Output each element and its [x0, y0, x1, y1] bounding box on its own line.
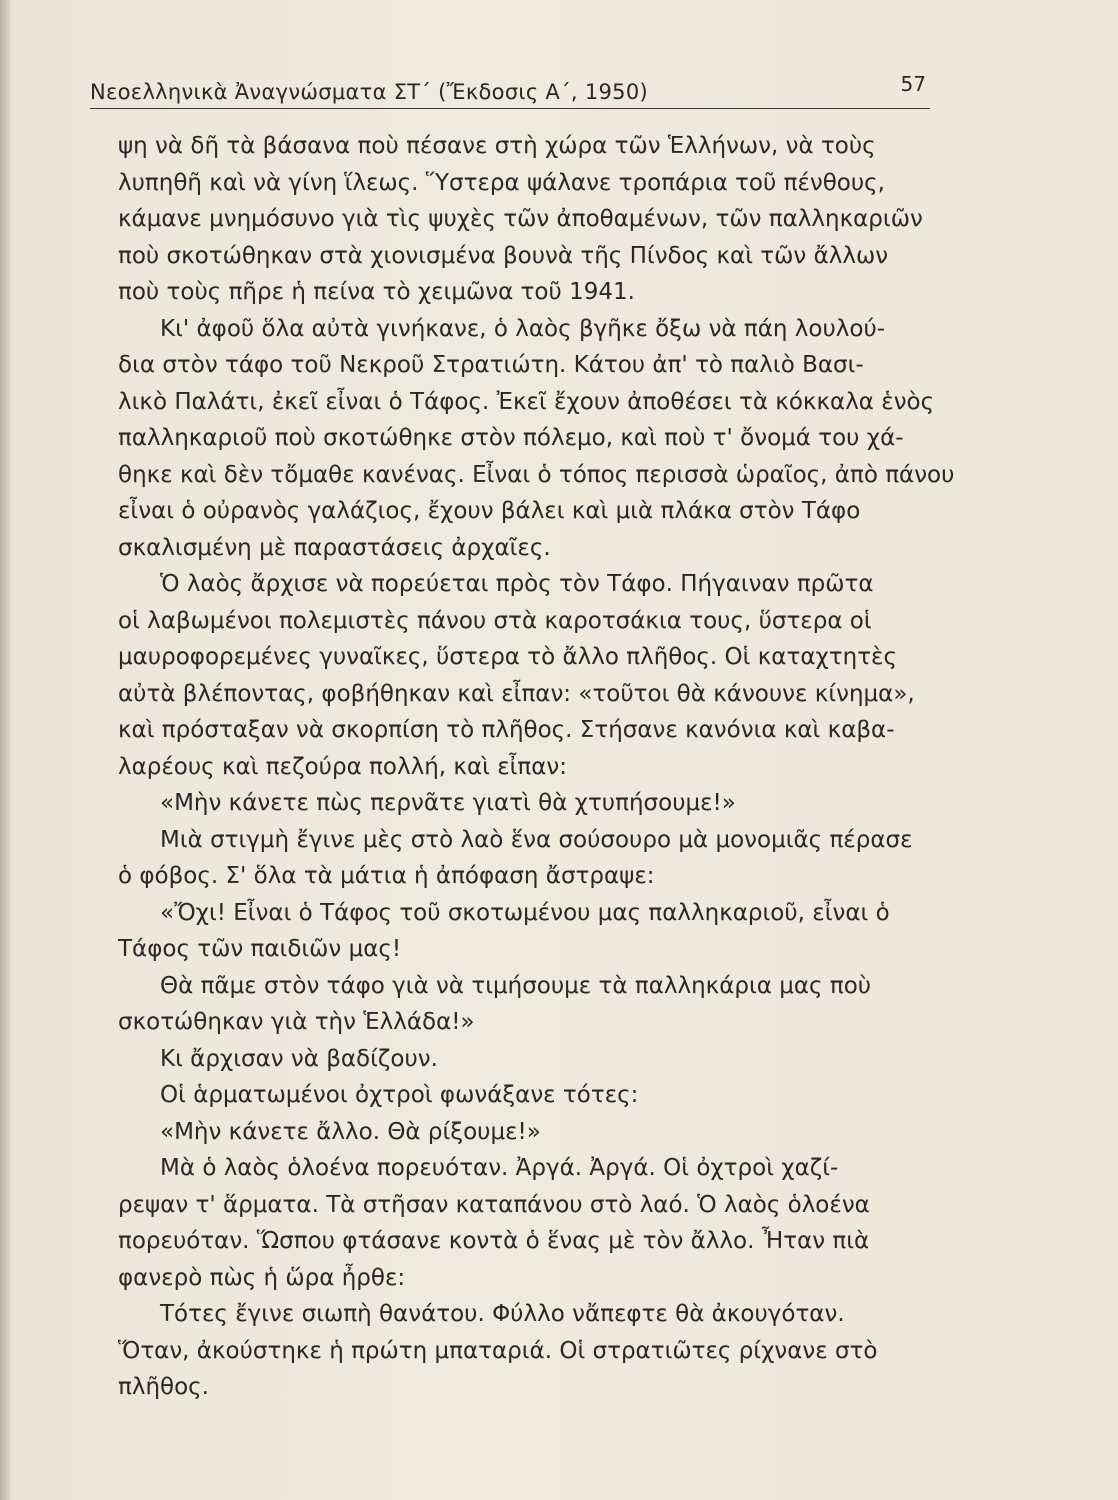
text-line: σκαλισμένη μὲ παραστάσεις ἀρχαῖες.	[118, 534, 551, 561]
running-header	[90, 68, 930, 112]
text-line: κάμανε μνημόσυνο γιὰ τὶς ψυχὲς τῶν ἀποθαμένων, τῶν παλληκαριῶν	[118, 206, 923, 232]
text-line: καὶ πρόσταξαν νὰ σκορπίση τὸ πλῆθος. Στήσανε κανόνια καὶ καβα-	[118, 717, 895, 743]
text-line: Οἱ ἁρματωμένοι ὀχτροὶ φωνάξανε τότες:	[160, 1082, 639, 1108]
text-line: λυπηθῆ καὶ νὰ γίνη ἵλεως. Ὕστερα ψάλανε τροπάρια τοῦ πένθους,	[118, 169, 885, 196]
text-line: Μιὰ στιγμὴ ἔγινε μὲς στὸ λαὸ ἕνα σούσουρο μὰ μονομιᾶς πέρασε	[160, 826, 913, 853]
text-line: Κι ἄρχισαν νὰ βαδίζουν.	[160, 1045, 438, 1072]
text-line: λικὸ Παλάτι, ἐκεῖ εἶναι ὁ Τάφος. Ἐκεῖ ἔχουν ἀποθέσει τὰ κόκκαλα ἑνὸς	[118, 388, 935, 415]
text-line: «Μὴν κάνετε ἄλλο. Θὰ ρίξουμε!»	[160, 1118, 541, 1145]
text-line: Μὰ ὁ λαὸς ὁλοένα πορευόταν. Ἀργά. Ἀργά. Οἱ ὀχτροὶ χαζί-	[160, 1155, 839, 1181]
text-line: Κι' ἀφοῦ ὅλα αὐτὰ γινήκανε, ὁ λαὸς βγῆκε ὄξω νὰ πάη λουλού-	[160, 315, 886, 342]
text-line: ποὺ σκοτώθηκαν στὰ χιονισμένα βουνὰ τῆς Πίνδος καὶ τῶν ἄλλων	[118, 242, 889, 269]
text-line: ρεψαν τ' ἅρματα. Τὰ στῆσαν καταπάνου στὸ λαό. Ὁ λαὸς ὁλοένα	[118, 1191, 870, 1218]
text-line: Θὰ πᾶμε στὸν τάφο γιὰ νὰ τιμήσουμε τὰ παλληκάρια μας ποὺ	[160, 972, 872, 999]
text-line: πλῆθος.	[118, 1374, 209, 1400]
page-number: 57	[900, 72, 926, 96]
text-line: πορευόταν. Ὥσπου φτάσανε κοντὰ ὁ ἕνας μὲ τὸν ἄλλο. Ἦταν πιὰ	[118, 1228, 870, 1254]
text-line: μαυροφορεμένες γυναῖκες, ὕστερα τὸ ἄλλο πλῆθος. Οἱ καταχτητὲς	[118, 644, 897, 670]
text-line: οἱ λαβωμένοι πολεμιστὲς πάνου στὰ καροτσάκια τους, ὕστερα οἱ	[118, 607, 872, 634]
text-line: ποὺ τοὺς πῆρε ἡ πείνα τὸ χειμῶνα τοῦ 1941.	[118, 279, 635, 305]
text-line: «Ὄχι! Εἶναι ὁ Τάφος τοῦ σκοτωμένου μας παλληκαριοῦ, εἶναι ὁ	[160, 899, 890, 926]
text-line: παλληκαριοῦ ποὺ σκοτώθηκε στὸν πόλεμο, καὶ ποὺ τ' ὄνομά του χά-	[118, 425, 904, 451]
page-spine-shadow	[0, 0, 10, 1500]
text-line: αὐτὰ βλέποντας, φοβήθηκαν καὶ εἶπαν: «τοῦτοι θὰ κάνουνε κίνημα»,	[118, 680, 915, 707]
text-line: Τάφος τῶν παιδιῶν μας!	[118, 936, 402, 962]
text-line: φανερὸ πὼς ἡ ὥρα ἦρθε:	[118, 1264, 406, 1291]
text-line: δια στὸν τάφο τοῦ Νεκροῦ Στρατιώτη. Κάτου ἀπ' τὸ παλιὸ Βασι-	[118, 352, 864, 378]
text-line: ὁ φόβος. Σ' ὅλα τὰ μάτια ἡ ἀπόφαση ἄστραψε:	[118, 863, 655, 889]
text-line: εἶναι ὁ οὐρανὸς γαλάζιος, ἔχουν βάλει καὶ μιὰ πλάκα στὸν Τάφο	[118, 498, 861, 524]
text-line: Ὁ λαὸς ἄρχισε νὰ πορεύεται πρὸς τὸν Τάφο. Πήγαιναν πρῶτα	[160, 571, 874, 597]
text-line: σκοτώθηκαν γιὰ τὴν Ἑλλάδα!»	[118, 1009, 475, 1035]
text-line: θηκε καὶ δὲν τὄμαθε κανένας. Εἶναι ὁ τόπος περισσὰ ὡραῖος, ἀπὸ πάνου	[118, 461, 955, 488]
text-line: Ὅταν, ἀκούστηκε ἡ πρώτη μπαταριά. Οἱ στρατιῶτες ρίχνανε στὸ	[118, 1337, 878, 1364]
text-line: Τότες ἔγινε σιωπὴ θανάτου. Φύλλο νἄπεφτε θὰ ἀκουγόταν.	[160, 1301, 845, 1327]
header-rule	[90, 108, 930, 109]
text-line: «Μὴν κάνετε πὼς περνᾶτε γιατὶ θὰ χτυπήσουμε!»	[160, 790, 736, 816]
running-header-title: Νεοελληνικὰ Ἀναγνώσματα ΣΤ΄ (Ἔκδοσις Α΄, 1950)	[90, 80, 648, 104]
text-line: ψη νὰ δῆ τὰ βάσανα ποὺ πέσανε στὴ χώρα τῶν Ἑλλήνων, νὰ τοὺς	[118, 133, 876, 159]
body-text	[118, 128, 955, 1406]
text-line: λαρέους καὶ πεζούρα πολλή, καὶ εἶπαν:	[118, 753, 568, 780]
